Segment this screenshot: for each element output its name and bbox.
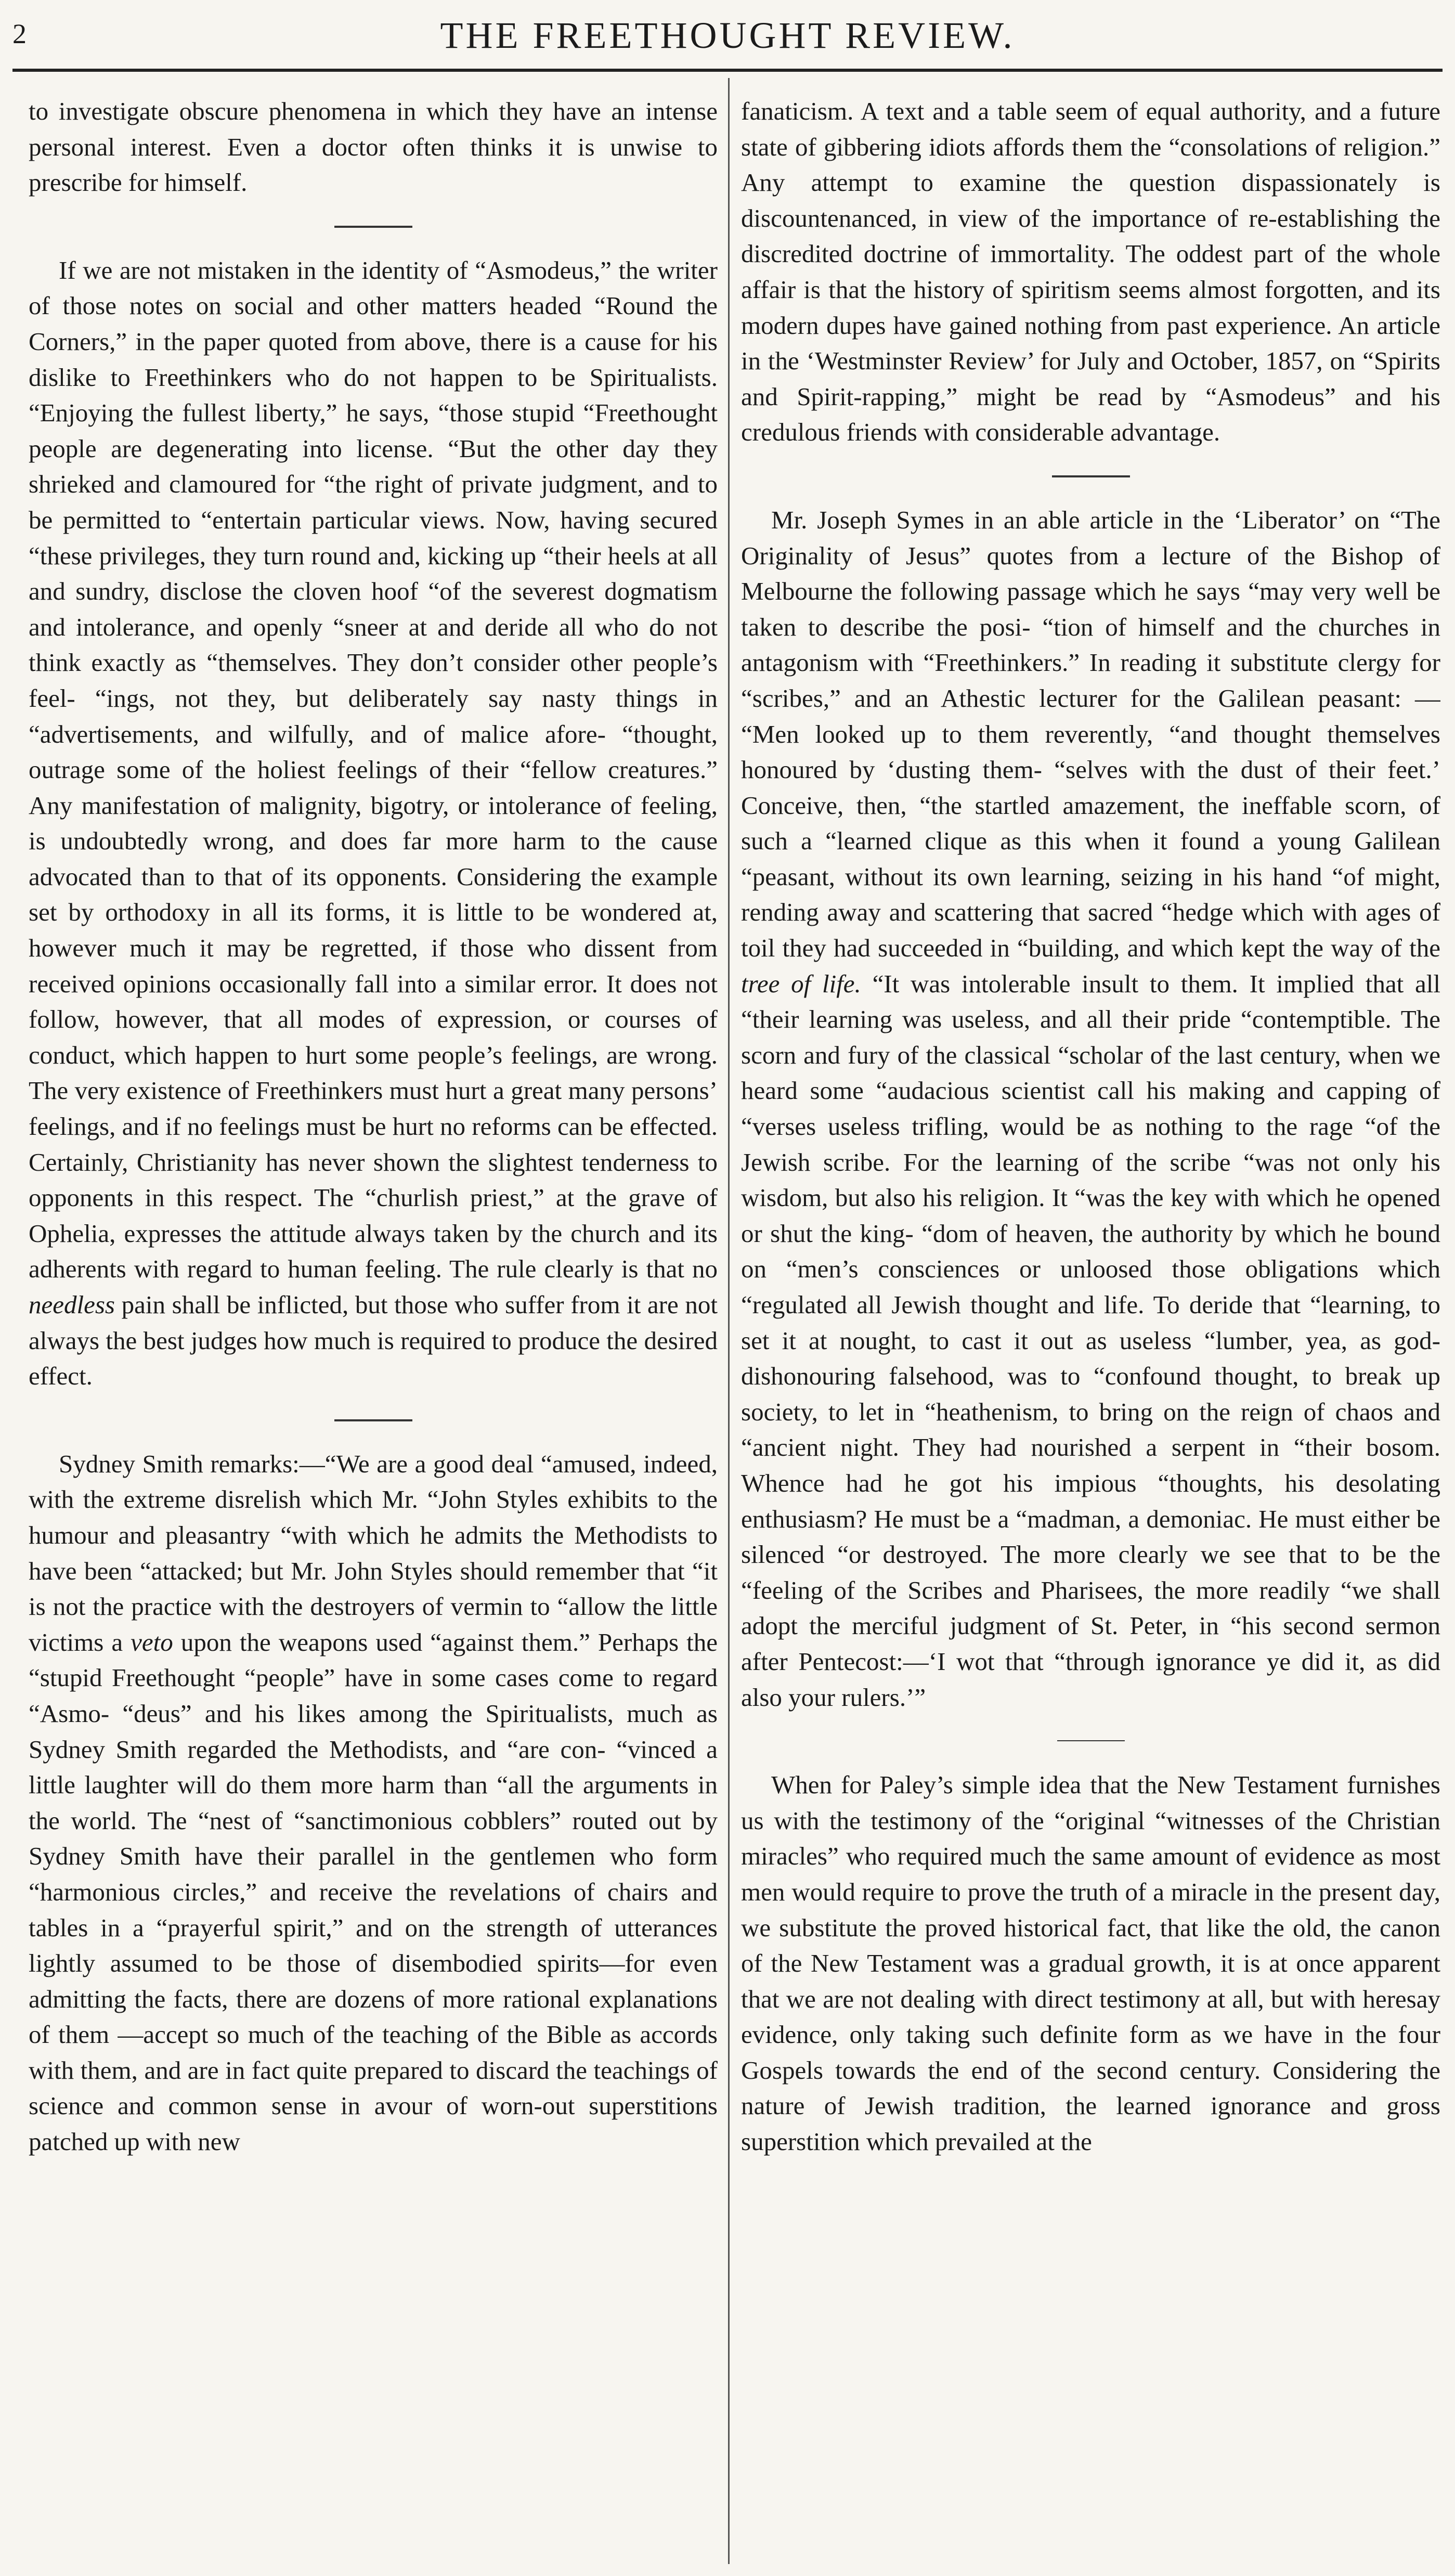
right-column xyxy=(741,94,1440,2569)
left-column xyxy=(29,94,718,2569)
right-paragraph-3: When for Paley’s simple idea that the New Testament furnishes us with the testimony of the “original “witnesses of the Christian miracles” who required much the same amount of evidence as most men would require to prove the truth of a miracle in the present day, we substitute the proved historical fact, that like the old, the canon of the New Testament was a gradual growth, it is at once apparent that we are not dealing with direct testimony at all, but with heresay evidence, only taking such definite form as we have in the four Gospels towards the end of the second century. Considering the nature of Jewish tradition, the learned ignorance and gross superstition which prevailed at the xyxy=(741,1770,1440,2156)
sydney-smith-text-end: upon the weapons used “against them.” Perhaps the “stupid Freethought “people” have in some cases come to regard “Asmo- “deus” and his likes among the Spiritualists, much as Sydney Smith regarded the Methodists, and “are con- “vinced a little laughter will do them more harm than “all the arguments in the world. The “nest of “sanctimonious cobblers” routed out by Sydney Smith have their parallel in the gentlemen who form “harmonious circles,” and receive the revelations of chairs and tables in a “prayerful spirit,” and on the strength of utterances lightly assumed to be those of disembodied spirits—for even admitting the facts, there are dozens of more rational explanations of them —accept so much of the teaching of the Bible as accords with them, and are in fact quite prepared to discard the teachings of science and common sense in avour of worn-out superstitions patched up with new xyxy=(29,1627,718,2156)
masthead-title: THE FREETHOUGHT REVIEW. xyxy=(440,15,1015,56)
right-paragraph-1: fanaticism. A text and a table seem of equal authority, and a future state of gibbering idiots affords them the “consolations of religion.” Any attempt to examine the question dispassionately is discountenanced, in view of the importance of re-establishing the discredited doctrine of immortality. The oddest part of the whole affair is that the history of spiritism seems almost forgotten, and its modern dupes have gained nothing from past experience. An article in the ‘Westminster Review’ for July and October, 1857, on “Spirits and Spirit-rapping,” might be read by “Asmodeus” and his credulous friends with considerable advantage. xyxy=(741,97,1440,447)
italic-tree-of-life: tree of life. xyxy=(741,969,861,998)
symes-text-end: “It was intolerable insult to them. It implied that all “their learning was useless, and all their pride “contemptible. The scorn and fury of the classical “scholar of the last century, when we heard some “audacious scientist call his making and capping of “verses useless trifling, would be as nothing to the rage “of the Jewish scribe. For the learning of the scribe “was not only his wisdom, but also his religion. It “was the key with which he opened or shut the king- “dom of heaven, the authority by which he bound on “men’s consciences or unloosed those obligations which “regulated all Jewish thought and life. To deride that “learning, to set it at nought, to cast it out as useless “lumber, yea, as god-dishonouring falsehood, was to “confound thought, to break up society, to let in “heathenism, to bring on the reign of chaos and “ancient night. They had nourished a serpent in “their bosom. Whence had he got his impious “thoughts, his desolating enthusiasm? He must be a “madman, a demoniac. He must either be silenced “or destroyed. The more clearly we see that to be the “feeling of the Scribes and Pharisees, the more readily “we shall adopt the merciful judgment of St. Peter, in “his second sermon after Pentecost:—‘I wot that “through ignorance ye did it, as did also your rulers.’” xyxy=(741,969,1440,1712)
sydney-smith-text: Sydney Smith remarks:—“We are a good deal “amused, indeed, with the extreme disrelish which Mr. “John Styles exhibits to the humour and pleasantry “with which he admits the Methodists to have been “attacked; but Mr. John Styles should remember that “it is not the practice with the destroyers of vermin to “allow the little victims a xyxy=(29,1449,718,1656)
left-paragraph-1: to investigate obscure phenomena in which they have an intense personal interest. Even a doctor often thinks it is unwise to prescribe for himself. xyxy=(29,97,718,197)
italic-veto: veto xyxy=(131,1627,173,1656)
separator-rule xyxy=(334,226,412,228)
asmodeus-text-end: pain shall be inflicted, but those who suffer from it are not always the best judges how much is required to produce the desired effect. xyxy=(29,1290,718,1391)
italic-needless: needless xyxy=(29,1290,115,1319)
left-paragraph-3 xyxy=(29,1446,718,2160)
header-rule xyxy=(12,69,1443,72)
separator-rule xyxy=(1057,1740,1125,1741)
column-divider xyxy=(728,78,730,2564)
page-header xyxy=(12,12,1443,71)
asmodeus-text: If we are not mistaken in the identity of “Asmodeus,” the writer of those notes on social and other matters headed “Round the Corners,” in the paper quoted from above, there is a cause for his dislike to Freethinkers who do not happen to be Spiritualists. “Enjoying the fullest liberty,” he says, “those stupid “Freethought people are degenerating into license. “But the other day they shrieked and clamoured for “the right of private judgment, and to be permitted to “entertain particular views. Now, having secured “these privileges, they turn round and, kicking up “their heels at all and sundry, disclose the cloven hoof “of the severest dogmatism and intolerance, and openly “sneer at and deride all who do not think exactly as “themselves. They don’t consider other people’s feel- “ings, not they, but deliberately say nasty things in “advertisements, and wilfully, and of malice afore- “thought, outrage some of the holiest feelings of their “fellow creatures.” Any manifestation of malignity, bigotry, or intolerance of feeling, is undoubtedly wrong, and does far more harm to the cause advocated than to that of its opponents. Considering the example set by orthodoxy in all its forms, it is little to be wondered at, however much it may be regretted, if those who dissent from received opinions occasionally fall into a similar error. It does not follow, however, that all modes of expression, or courses of conduct, which happen to hurt some people’s feelings, are wrong. The very existence of Freethinkers must hurt a great many persons’ feelings, and if no feelings must be hurt no reforms can be effected. Certainly, Christianity has never shown the slightest tenderness to opponents in this respect. The “churlish priest,” at the grave of Ophelia, expresses the attitude always taken by the church and its adherents with regard to human feeling. The rule clearly is that no xyxy=(29,255,718,1284)
section-separator xyxy=(741,1715,1440,1767)
section-separator xyxy=(29,201,718,253)
separator-rule xyxy=(334,1419,412,1421)
symes-text: Mr. Joseph Symes in an able article in the ‘Liberator’ on “The Originality of Jesus” quotes from a lecture of the Bishop of Melbourne the following passage which he says “may very well be taken to describe the posi- “tion of himself and the churches in antagonism with “Freethinkers.” In reading it substitute clergy for “scribes,” and an Athestic lecturer for the Galilean peasant: — “Men looked up to them reverently, “and thought themselves honoured by ‘dusting them- “selves with the dust of their feet.’ Conceive, then, “the startled amazement, the ineffable scorn, of such a “learned clique as this when it found a young Galilean “peasant, without its own learning, seizing in his hand “of might, rending away and scattering that sacred “hedge which with ages of toil they had succeeded in “building, and which kept the way of the xyxy=(741,505,1440,963)
page-number: 2 xyxy=(12,18,27,49)
left-paragraph-2 xyxy=(29,253,718,1394)
section-separator xyxy=(29,1394,718,1446)
right-paragraph-2 xyxy=(741,502,1440,1715)
separator-rule xyxy=(1052,475,1130,477)
section-separator xyxy=(741,450,1440,502)
